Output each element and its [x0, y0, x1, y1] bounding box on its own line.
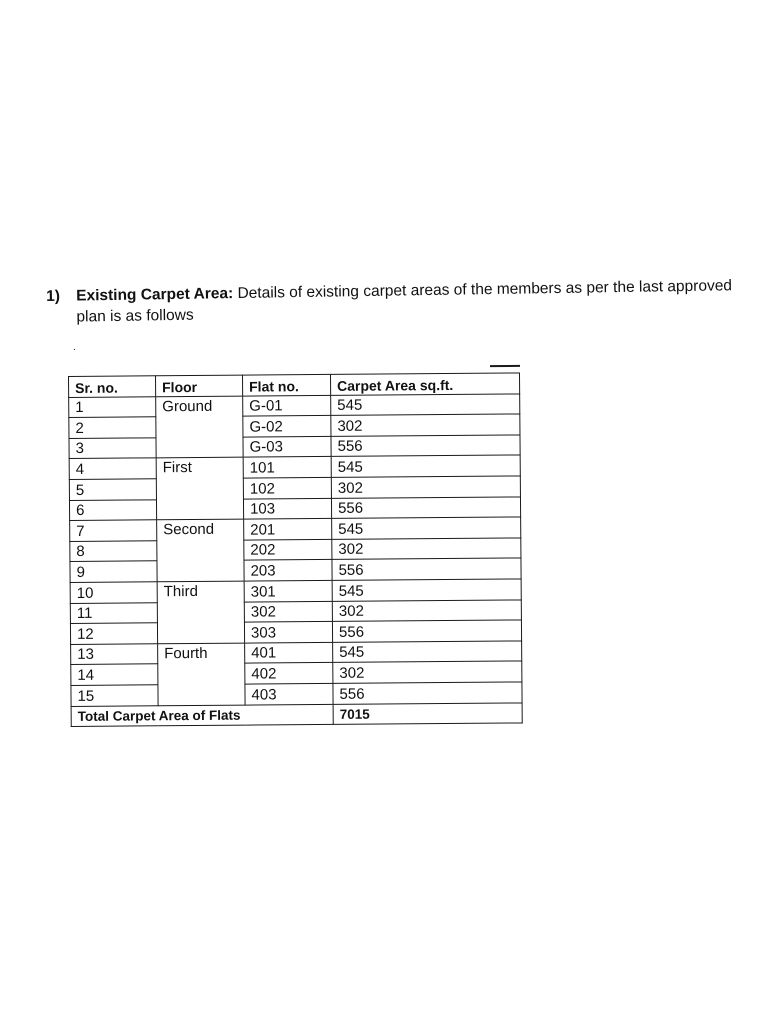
cell-sr: 9: [70, 561, 157, 582]
cell-sr: 5: [69, 479, 156, 500]
table-corner-line: [490, 365, 520, 367]
cell-sr: 7: [70, 520, 157, 541]
cell-area: 545: [332, 579, 521, 601]
cell-flat: 101: [243, 457, 331, 478]
cell-flat: 401: [245, 642, 333, 663]
cell-flat: 403: [245, 683, 333, 704]
cell-flat: 303: [244, 622, 332, 643]
item-paragraph: [76, 275, 737, 327]
carpet-area-table: [68, 372, 523, 727]
cell-floor: First: [156, 458, 243, 520]
cell-flat: 301: [244, 580, 332, 601]
cell-sr: 15: [71, 685, 158, 706]
cell-sr: 6: [69, 499, 156, 520]
item-heading: Existing Carpet Area:: [76, 285, 234, 305]
stray-dot: .: [73, 342, 76, 353]
cell-sr: 4: [69, 458, 156, 479]
cell-area: 302: [331, 414, 520, 436]
cell-area: 556: [331, 497, 520, 519]
cell-sr: 3: [69, 438, 156, 459]
cell-area: 556: [332, 558, 521, 580]
cell-area: 545: [333, 641, 522, 663]
carpet-area-table-wrapper: [68, 372, 523, 727]
header-floor: Floor: [156, 375, 243, 396]
cell-floor: Fourth: [158, 643, 245, 705]
cell-sr: 8: [70, 541, 157, 562]
cell-flat: G-03: [243, 436, 331, 457]
cell-sr: 1: [69, 396, 156, 417]
list-item-existing-carpet-area: [46, 275, 737, 328]
cell-flat: 302: [244, 601, 332, 622]
cell-floor: Third: [157, 581, 244, 643]
cell-area: 556: [331, 435, 520, 457]
cell-flat: 103: [243, 498, 331, 519]
cell-area: 302: [332, 538, 521, 560]
cell-sr: 10: [70, 582, 157, 603]
total-label: Total Carpet Area of Flats: [71, 704, 333, 727]
cell-flat: 202: [244, 539, 332, 560]
cell-sr: 2: [69, 417, 156, 438]
cell-area: 556: [333, 682, 522, 704]
table-header-row: [69, 373, 520, 397]
header-flat-no: Flat no.: [242, 374, 330, 395]
header-carpet-area: Carpet Area sq.ft.: [330, 373, 519, 395]
header-sr-no: Sr. no.: [69, 376, 156, 397]
cell-area: 545: [332, 517, 521, 539]
cell-sr: 12: [70, 623, 157, 644]
cell-sr: 13: [71, 644, 158, 665]
cell-area: 302: [332, 599, 521, 621]
cell-area: 545: [331, 394, 520, 416]
item-body-text: Details of existing carpet areas of the members as per the last approved plan is as follows: [76, 277, 733, 326]
item-number: 1): [46, 287, 61, 305]
cell-flat: 402: [245, 663, 333, 684]
cell-floor: Ground: [156, 396, 243, 458]
cell-flat: G-02: [243, 416, 331, 437]
cell-area: 545: [331, 455, 520, 477]
cell-sr: 11: [70, 602, 157, 623]
cell-flat: G-01: [243, 395, 331, 416]
cell-area: 556: [332, 620, 521, 642]
cell-flat: 102: [243, 477, 331, 498]
table-total-row: [71, 702, 522, 726]
cell-flat: 201: [244, 519, 332, 540]
total-value: 7015: [333, 702, 522, 724]
cell-area: 302: [333, 661, 522, 683]
cell-floor: Second: [157, 519, 244, 581]
cell-sr: 14: [71, 664, 158, 685]
cell-flat: 203: [244, 560, 332, 581]
cell-area: 302: [331, 476, 520, 498]
